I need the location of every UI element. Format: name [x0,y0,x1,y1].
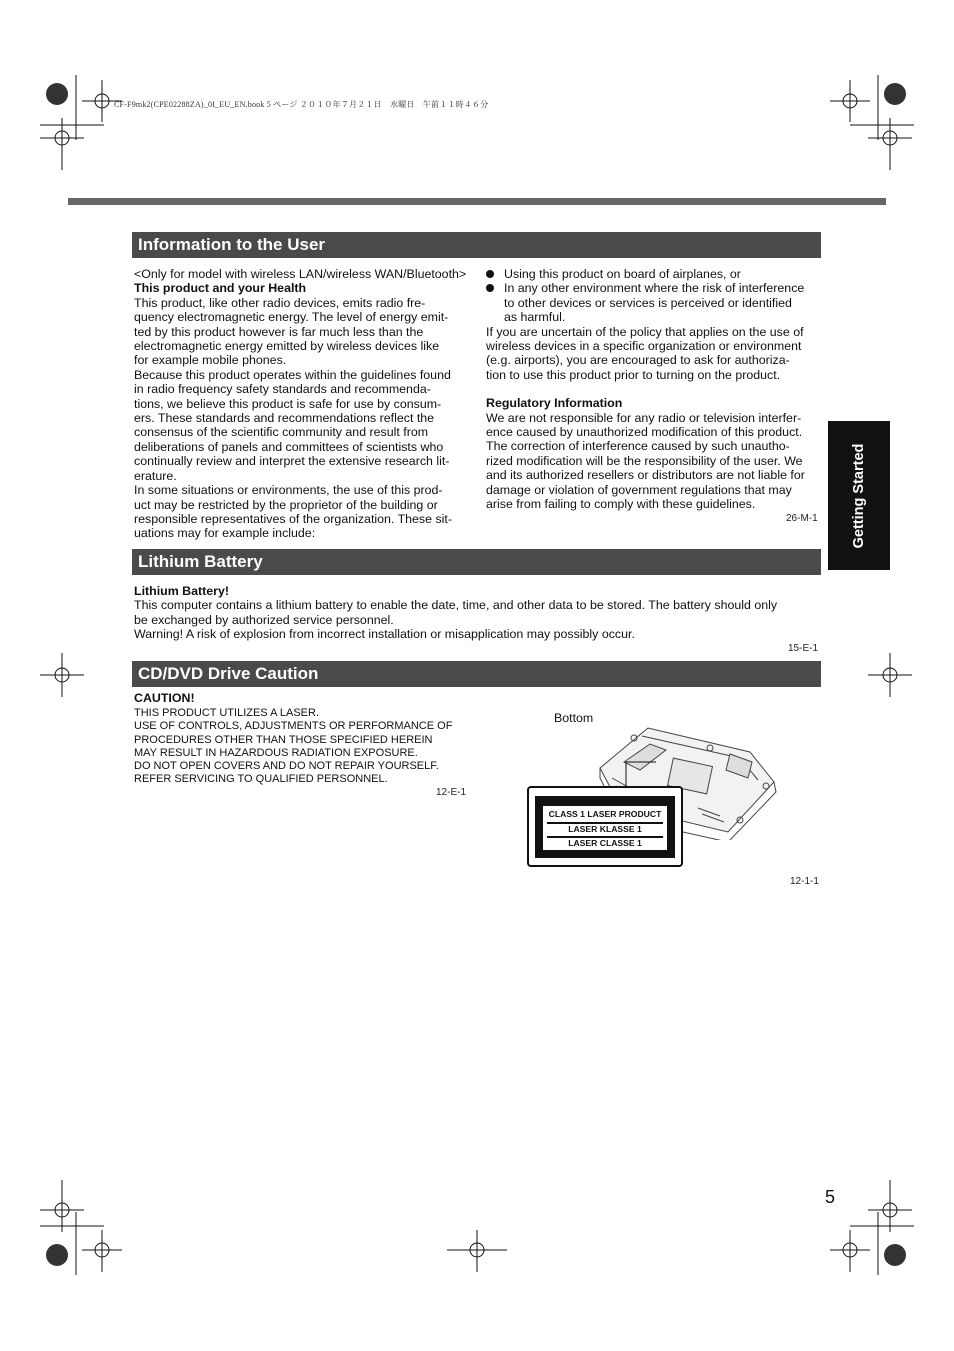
caution-subhead-wrap [134,691,474,705]
health-body-line: ted by this product however is far much less than the [134,324,424,339]
policy-line: tion to use this product prior to turning on the product. [486,367,781,382]
ref-code: 12-E-1 [436,787,467,798]
health-subhead: This product and your Health [134,281,307,296]
ref-code: 15-E-1 [788,643,819,654]
section-title-lithium: Lithium Battery [132,549,821,575]
health-body-line: quency electromagnetic energy. The level of energy emit- [134,310,449,325]
lithium-body [134,584,824,642]
policy-line: wireless devices in a specific organization or environment [486,339,802,354]
laser-label [527,786,683,867]
laser-label-line: CLASS 1 LASER PRODUCT [548,809,662,819]
lithium-line: Warning! A risk of explosion from incorrect installation or misapplication may possibly occur. [134,627,635,642]
health-body-line: tions, we believe this product is safe for use by consum- [134,396,442,411]
health-body-line: continually review and interpret the extensive research lit- [134,454,450,469]
bullet-dot-icon [486,270,494,278]
bullet-item [486,281,826,324]
ref-code: 26-M-1 [786,513,818,524]
section-title-information: Information to the User [132,232,821,258]
regulatory-line: ence caused by unauthorized modification of this product. [486,425,803,440]
lithium-subhead: Lithium Battery! [134,584,229,598]
caution-line: DO NOT OPEN COVERS AND DO NOT REPAIR YOURSELF. [134,760,439,773]
laser-label-text-box [543,806,667,850]
regulatory-line: We are not responsible for any radio or television interfer- [486,410,802,425]
ref-code: 12-1-1 [790,876,819,887]
caution-subhead: CAUTION! [134,691,195,705]
health-body-line: uct may be restricted by the proprietor of the building or [134,497,438,512]
caution-line: PROCEDURES OTHER THAN THOSE SPECIFIED HEREIN [134,733,433,746]
lithium-line: This computer contains a lithium battery to enable the date, time, and other data to be stored. The battery should only [134,598,778,613]
side-tab-getting-started [828,421,890,570]
top-rule [68,198,886,205]
health-body-line: deliberations of panels and committees of scientists who [134,439,444,454]
health-body-line: electromagnetic energy emitted by wireless devices like [134,339,440,354]
health-body-line: Because this product operates within the guidelines found [134,367,451,382]
policy-line: (e.g. airports), you are encouraged to ask for authoriza- [486,353,790,368]
regulatory-line: damage or violation of government regulations that may [486,482,792,497]
health-body-line: ers. These standards and recommendations reflect the [134,411,435,426]
health-body-line: responsible representatives of the organization. These sit- [134,511,452,526]
caution-body [134,707,452,787]
lithium-line: be exchanged by authorized service personnel. [134,612,394,627]
regulatory-line: arise from failing to comply with these guidelines. [486,497,756,512]
regulatory-line: The correction of interference caused by such unautho- [486,439,790,454]
laser-label-frame [535,796,675,858]
health-body-line: This product, like other radio devices, emits radio fre- [134,295,426,310]
info-left-column [134,267,474,541]
laser-label-line: LASER CLASSE 1 [568,838,642,848]
side-tab-label: Getting Started [851,443,867,548]
regulatory-subhead: Regulatory Information [486,396,623,411]
caution-line: REFER SERVICING TO QUALIFIED PERSONNEL. [134,773,388,786]
health-body-line: erature. [134,468,177,483]
caution-line: MAY RESULT IN HAZARDOUS RADIATION EXPOSURE. [134,746,418,759]
page-number: 5 [825,1187,836,1207]
regulatory-line: and its authorized resellers or distributors are not liable for [486,468,805,483]
policy-line: If you are uncertain of the policy that applies on the use of [486,324,804,339]
section-title-cd-dvd: CD/DVD Drive Caution [132,661,821,687]
health-body-line: consensus of the scientific community and result from [134,425,429,440]
bullet-line: to other devices or services is perceived or identified [504,295,792,310]
health-body [134,296,474,541]
info-intro: <Only for model with wireless LAN/wireless WAN/Bluetooth> [134,267,467,281]
bullet-line: In any other environment where the risk of interference [504,281,805,296]
health-body-line: In some situations or environments, the use of this prod- [134,483,443,498]
health-body-line: for example mobile phones. [134,353,287,368]
lithium-text [134,598,824,641]
laser-label-line: LASER KLASSE 1 [568,824,642,834]
bullet-line: Using this product on board of airplanes, or [504,267,741,281]
info-right-column [486,267,826,512]
health-body-line: uations may for example include: [134,526,316,541]
bullet-item [486,267,826,281]
book-file-info: CF-F9mk2(CPE02288ZA)_0I_EU_EN.book 5 ページ ２０１０年７月２１日 水曜日 午前１１時４６分 [114,100,489,109]
policy-paragraph [486,325,826,383]
bullet-line: as harmful. [504,310,566,325]
figure-caption: Bottom [554,711,594,725]
bullet-dot-icon [486,284,494,292]
regulatory-body [486,411,826,512]
regulatory-line: rized modification will be the responsibility of the user. We [486,453,803,468]
caution-line: THIS PRODUCT UTILIZES A LASER. [134,707,320,719]
caution-line: USE OF CONTROLS, ADJUSTMENTS OR PERFORMANCE OF [134,720,453,733]
health-body-line: in radio frequency safety standards and recommenda- [134,382,431,397]
